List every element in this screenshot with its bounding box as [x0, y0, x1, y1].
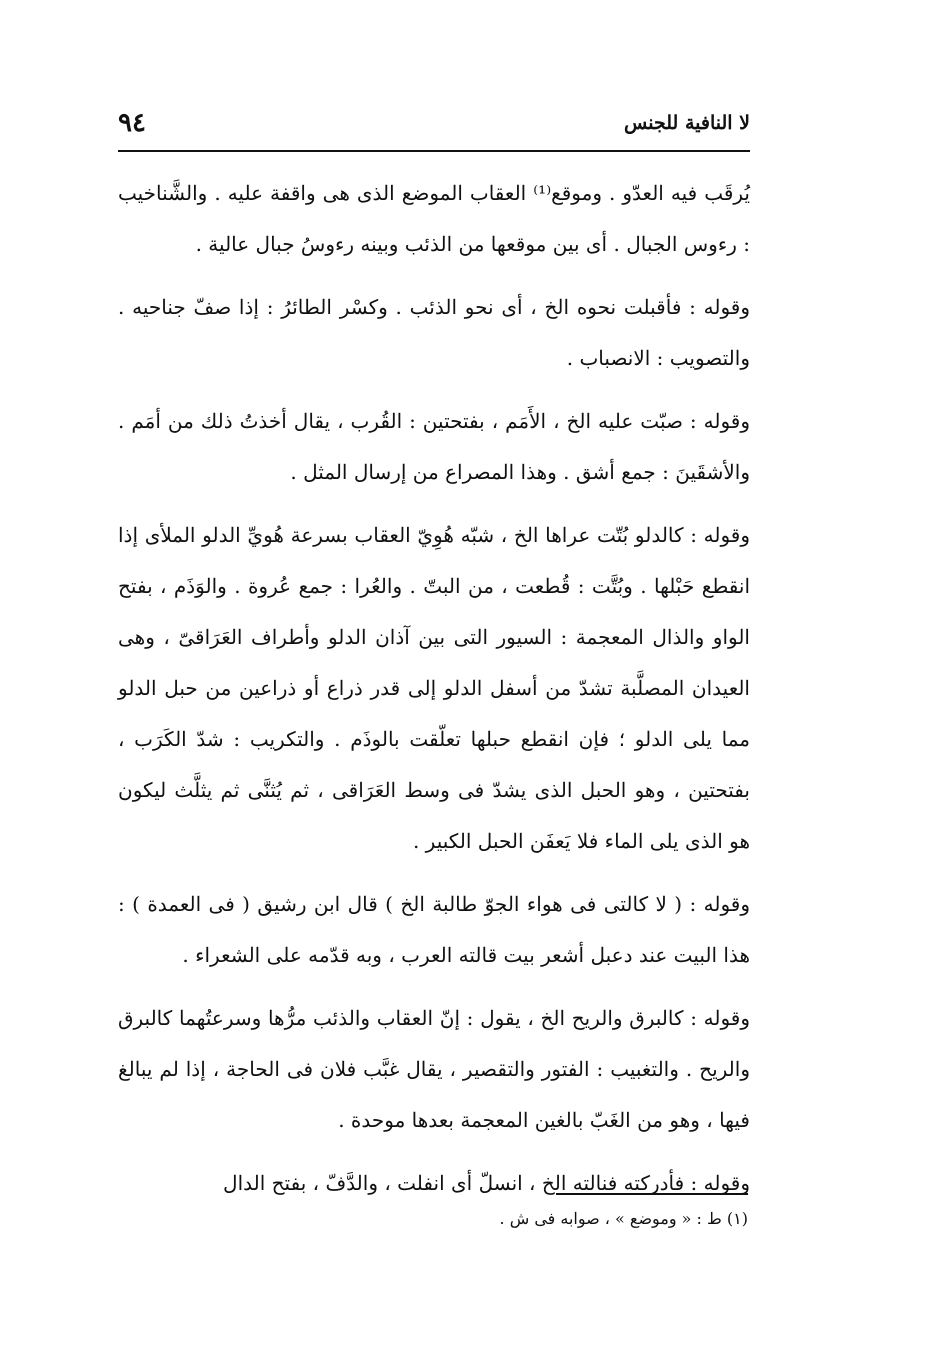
paragraph-7: وقوله : فأدركته فنالته الخ ، انسلّ أى انفلت ، والدَّفّ ، بفتح الدال — [223, 1171, 750, 1195]
page-header — [118, 108, 750, 148]
paragraph-1: يُرقَب فيه العدّو . وموقع⁽¹⁾ العقاب الموضع الذى هى واقفة عليه . والشَّناخيب : رءوس الجبال . أى بين موقعها من الذئب وبينه رءوسُ جبال عالية . — [118, 181, 750, 256]
paragraph-5: وقوله : ( لا كالتى فى هواء الجوّ طالبة الخ ) قال ابن رشيق ( فى العمدة ) : هذا البيت عند دعبل أشعر بيت قالته العرب ، وبه قدّمه على الشعراء . — [118, 892, 750, 967]
header-rule — [118, 150, 750, 152]
paragraph-3: وقوله : صبّت عليه الخ ، الأَمَم ، بفتحتين : القُرب ، يقال أخذتُ ذلك من أمَم . والأشقَينَ : جمع أشق . وهذا المصراع من إرسال المثل . — [118, 409, 750, 484]
paragraph-6: وقوله : كالبرق والريح الخ ، يقول : إنّ العقاب والذئب مرُّها وسرعتُهما كالبرق والريح . والتغبيب : الفتور والتقصير ، يقال غبَّب فلان فى الحاجة ، إذا لم يبالغ فيها ، وهو من الغَبّ بالغين المعجمة بعدها موحدة . — [118, 1006, 750, 1132]
paragraph-4: وقوله : كالدلو بُتّت عراها الخ ، شبّه هُوِيّ العقاب بسرعة هُويِّ الدلو الملأى إذا انقطع حَبْلها . وبُتَّت : قُطعت ، من البتّ . والعُرا : جمع عُروة . والوَذَم ، بفتح الواو والذال المعجمة : السيور التى بين آذان الدلو وأطراف العَرَاقىّ ، وهى العيدان المصلَّبة تشدّ من أسفل الدلو إلى قدر ذراع أو ذراعين من حبل الدلو مما يلى الدلو ؛ فإن انقطع حبلها تعلّقت بالوذَم . والتكريب : شدّ الكَرَب ، بفتحتين ، وهو الحبل الذى يشدّ فى وسط العَرَاقى ، ثم يُثنَّى ثم يثلَّث ليكون هو الذى يلى الماء فلا يَعفَن الحبل الكبير . — [118, 523, 751, 853]
footnote: (١) ط : « وموضع » ، صوابه فى ش . — [499, 1209, 748, 1228]
page-number: ٩٤ — [118, 108, 146, 138]
paragraph-2: وقوله : فأقبلت نحوه الخ ، أى نحو الذئب . وكسْر الطائرُ : إذا صفّ جناحيه . والتصويب : الانصباب . — [118, 295, 750, 370]
running-title: لا النافية للجنس — [624, 112, 750, 134]
main-text — [118, 168, 750, 1221]
footnote-rule — [556, 1193, 748, 1195]
